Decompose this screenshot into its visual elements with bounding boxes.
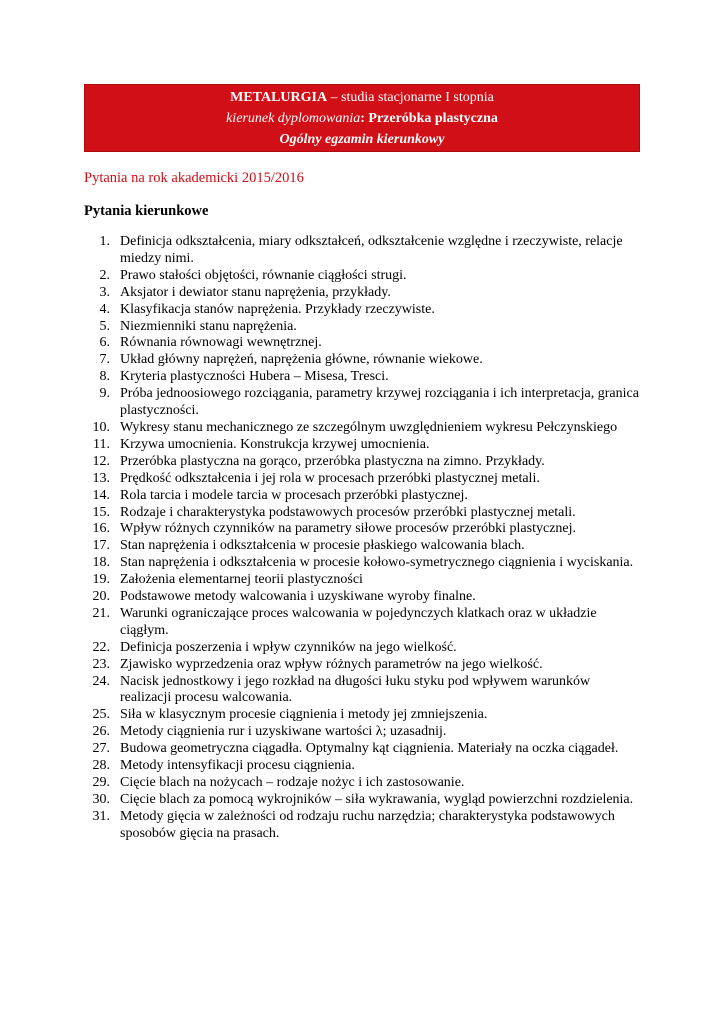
header-specialization-label: kierunek dyplomowania xyxy=(226,111,361,126)
question-item xyxy=(84,488,644,505)
question-number: 14. xyxy=(92,487,110,503)
question-item xyxy=(84,606,644,640)
question-number: 16. xyxy=(92,521,110,537)
question-number: 21. xyxy=(92,605,110,621)
question-number: 30. xyxy=(92,791,110,807)
question-text: Krzywa umocnienia. Konstrukcja krzywej umocnienia. xyxy=(120,436,430,452)
question-number: 1. xyxy=(99,234,110,249)
question-number: 8. xyxy=(99,369,110,385)
question-item xyxy=(84,707,644,724)
question-text: Przeróbka plastyczna na gorąco, przeróbka plastyczna na zimno. Przykłady. xyxy=(120,453,545,469)
question-number: 17. xyxy=(92,538,110,554)
question-text: Warunki ograniczające proces walcowania w pojedynczych klatkach oraz w układzie ciągłym. xyxy=(120,605,597,638)
header-exam-title: Ogólny egzamin kierunkowy xyxy=(279,132,445,147)
question-number: 28. xyxy=(92,758,110,774)
question-number: 29. xyxy=(92,775,110,790)
question-number: 24. xyxy=(92,673,110,689)
academic-year-heading: Pytania na rok akademicki 2015/2016 xyxy=(84,170,304,186)
question-text: Definicja odkształcenia, miary odkształceń, odkształcenie względne i rzeczywiste, relacje miedzy nimi. xyxy=(120,234,623,266)
header-line-2 xyxy=(85,108,639,129)
question-number: 4. xyxy=(99,301,110,317)
question-text: Cięcie blach na nożycach – rodzaje nożyc i ich zastosowanie. xyxy=(120,775,465,790)
question-text: Podstawowe metody walcowania i uzyskiwane wyroby finalne. xyxy=(120,589,476,605)
question-item xyxy=(84,589,644,606)
question-number: 22. xyxy=(92,639,110,655)
question-text: Stan naprężenia i odkształcenia w procesie płaskiego walcowania blach. xyxy=(120,538,525,554)
question-number: 3. xyxy=(99,284,110,300)
question-text: Równania równowagi wewnętrznej. xyxy=(120,335,322,351)
section-title: Pytania kierunkowe xyxy=(84,203,209,219)
question-text: Próba jednoosiowego rozciągania, parametry krzywej rozciągania i ich interpretacja, granica plastyczności. xyxy=(120,386,639,419)
question-item xyxy=(84,234,644,268)
question-number: 13. xyxy=(92,470,110,486)
question-number: 15. xyxy=(92,504,110,520)
question-item xyxy=(84,386,644,420)
question-item xyxy=(84,285,644,302)
header-specialization-name: : Przeróbka plastyczna xyxy=(360,111,498,126)
question-number: 12. xyxy=(92,453,110,469)
question-item xyxy=(84,335,644,352)
question-item xyxy=(84,471,644,488)
question-number: 6. xyxy=(99,335,110,351)
question-item xyxy=(84,555,644,572)
question-item xyxy=(84,420,644,437)
question-item xyxy=(84,758,644,775)
question-number: 27. xyxy=(92,741,110,757)
question-item xyxy=(84,657,644,674)
question-item xyxy=(84,741,644,758)
question-number: 9. xyxy=(99,386,110,402)
question-text: Definicja poszerzenia i wpływ czynników na jego wielkość. xyxy=(120,639,457,655)
question-text: Stan naprężenia i odkształcenia w procesie kołowo-symetrycznego ciągnienia i wyciskania. xyxy=(120,555,634,571)
question-item xyxy=(84,724,644,741)
question-text: Układ główny naprężeń, naprężenia główne, równanie wiekowe. xyxy=(120,352,483,368)
question-number: 19. xyxy=(92,572,110,588)
question-number: 23. xyxy=(92,656,110,672)
question-text: Siła w klasycznym procesie ciągnienia i metody jej zmniejszenia. xyxy=(120,707,488,723)
question-item xyxy=(84,674,644,708)
question-item xyxy=(84,792,644,809)
question-text: Metody gięcia w zależności od rodzaju ruchu narzędzia; charakterystyka podstawowych sposobów gięcia na prasach. xyxy=(120,808,615,841)
question-text: Prędkość odkształcenia i jej rola w procesach przeróbki plastycznej metali. xyxy=(120,470,540,486)
question-number: 11. xyxy=(93,436,110,452)
question-number: 10. xyxy=(92,419,110,435)
question-item xyxy=(84,775,644,792)
question-item xyxy=(84,369,644,386)
question-item xyxy=(84,640,644,657)
header-line-1 xyxy=(85,87,639,108)
question-number: 25. xyxy=(92,707,110,723)
question-number: 31. xyxy=(92,808,110,824)
question-text: Aksjator i dewiator stanu naprężenia, przykłady. xyxy=(120,284,391,300)
question-item xyxy=(84,521,644,538)
question-item xyxy=(84,572,644,589)
question-text: Metody intensyfikacji procesu ciągnienia. xyxy=(120,758,355,774)
question-text: Rodzaje i charakterystyka podstawowych procesów przeróbki plastycznej metali. xyxy=(120,504,576,520)
header-program-name: METALURGIA xyxy=(230,90,328,105)
question-number: 18. xyxy=(92,555,110,571)
question-number: 20. xyxy=(92,589,110,605)
question-item xyxy=(84,268,644,285)
question-item xyxy=(84,319,644,336)
question-text: Założenia elementarnej teorii plastyczności xyxy=(120,572,363,588)
question-item xyxy=(84,505,644,522)
question-text: Metody ciągnienia rur i uzyskiwane wartości λ; uzasadnij. xyxy=(120,724,447,740)
question-text: Cięcie blach za pomocą wykrojników – siła wykrawania, wygląd powierzchni rozdzielenia. xyxy=(120,791,634,807)
question-text: Zjawisko wyprzedzenia oraz wpływ różnych parametrów na jego wielkość. xyxy=(120,656,543,672)
question-text: Prawo stałości objętości, równanie ciągłości strugi. xyxy=(120,267,407,283)
question-number: 5. xyxy=(99,318,110,334)
question-number: 7. xyxy=(99,352,110,368)
question-item xyxy=(84,352,644,369)
question-item xyxy=(84,302,644,319)
question-text: Klasyfikacja stanów naprężenia. Przykłady rzeczywiste. xyxy=(120,301,435,317)
question-item xyxy=(84,809,644,843)
header-study-mode: – studia stacjonarne I stopnia xyxy=(327,90,494,105)
question-item xyxy=(84,437,644,454)
question-text: Wpływ różnych czynników na parametry siłowe procesów przeróbki plastycznej. xyxy=(120,521,577,537)
question-text: Niezmienniki stanu naprężenia. xyxy=(120,318,297,334)
question-item xyxy=(84,538,644,555)
header-banner xyxy=(84,84,640,152)
question-number: 2. xyxy=(99,267,110,283)
question-text: Kryteria plastyczności Hubera – Misesa, Tresci. xyxy=(120,369,389,385)
header-line-3 xyxy=(85,129,639,150)
questions-list xyxy=(84,234,644,843)
question-text: Wykresy stanu mechanicznego ze szczególnym uwzględnieniem wykresu Pełczynskiego xyxy=(120,419,618,435)
question-text: Nacisk jednostkowy i jego rozkład na długości łuku styku pod wpływem warunków realizacji procesu walcowania. xyxy=(120,673,591,706)
question-number: 26. xyxy=(92,724,110,740)
question-text: Rola tarcia i modele tarcia w procesach przeróbki plastycznej. xyxy=(120,487,468,503)
question-text: Budowa geometryczna ciągadła. Optymalny kąt ciągnienia. Materiały na oczka ciągadeł. xyxy=(120,741,619,757)
question-item xyxy=(84,454,644,471)
